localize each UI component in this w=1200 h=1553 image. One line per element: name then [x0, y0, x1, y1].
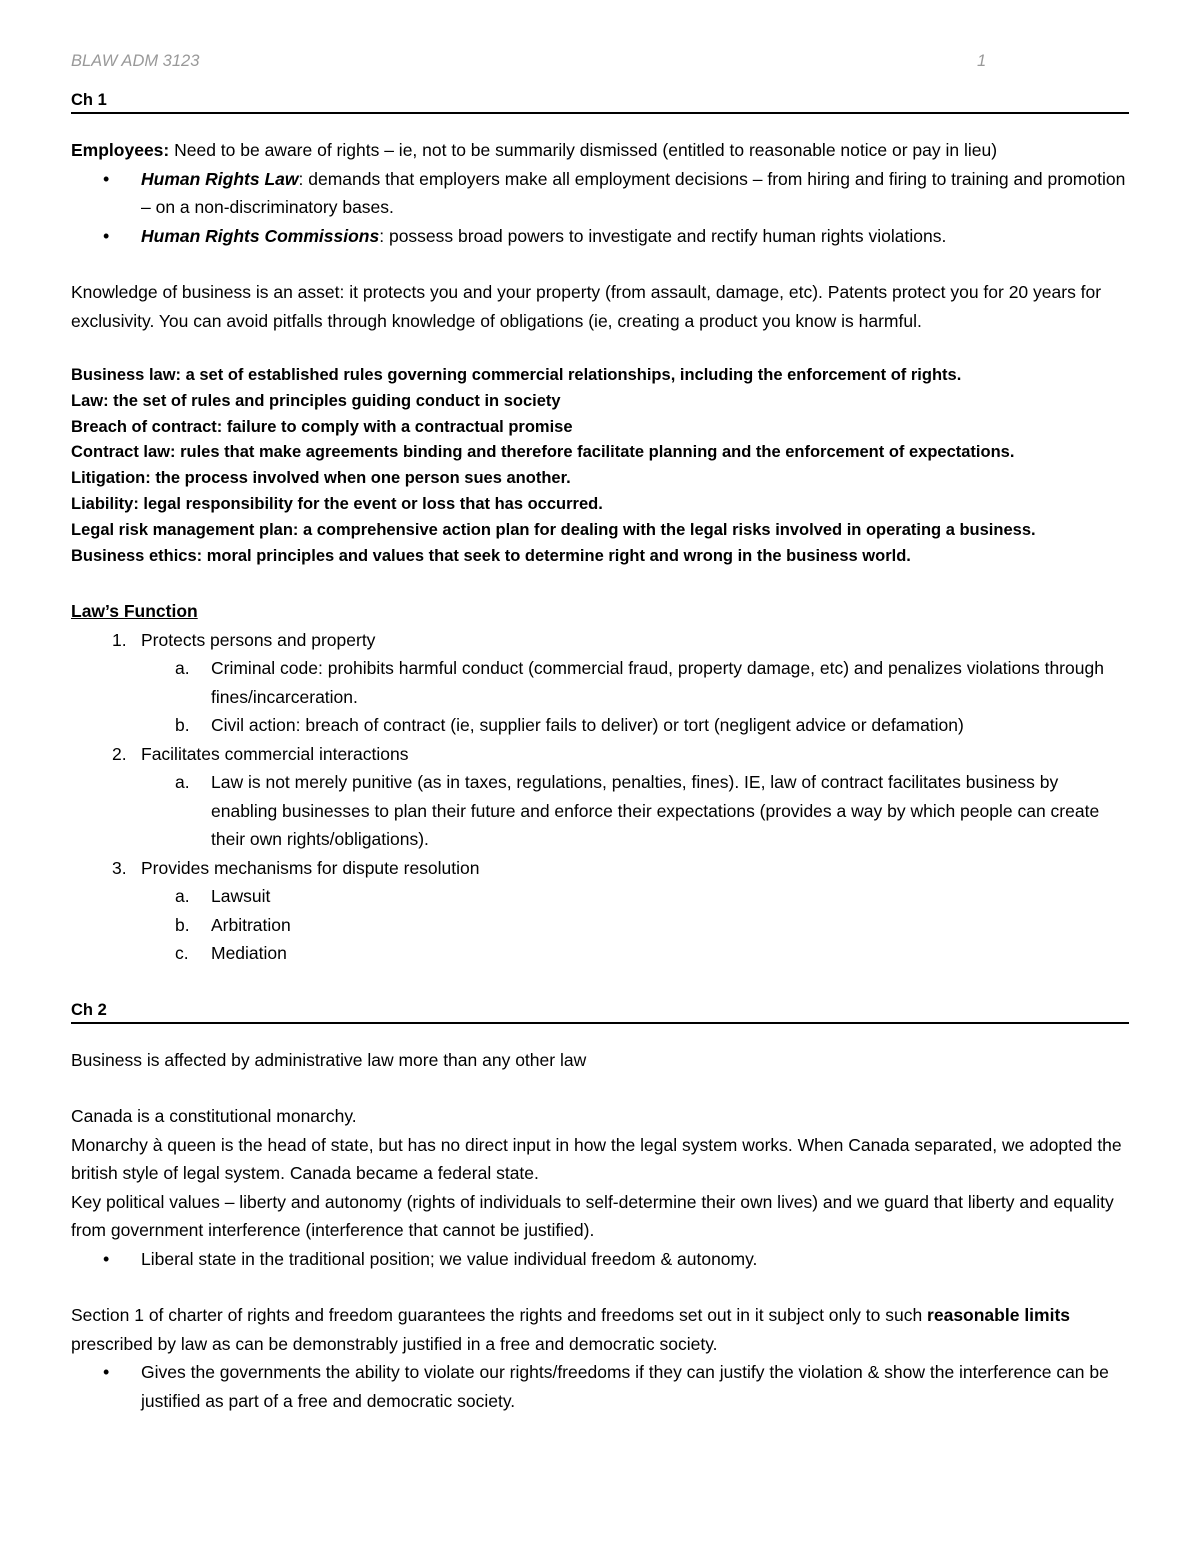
list-item-text: Protects persons and property	[141, 629, 376, 650]
list-marker: c.	[175, 943, 189, 964]
heading-rule	[71, 112, 1129, 114]
ch2-paragraph: Key political values – liberty and autonomy (rights of individuals to self-determine their own lives) and we guard that liberty and equality from government interference (interference that cannot be justified).	[71, 1191, 1114, 1241]
definition: Legal risk management plan: a comprehensive action plan for dealing with the legal risks involved in operating a business.	[71, 520, 1036, 539]
sub-item-text: Criminal code: prohibits harmful conduct (commercial fraud, property damage, etc) and penalizes violations through fines/incarceration.	[211, 658, 1104, 707]
bullet-text: : demands that employers make all employment decisions – from hiring and firing to training and promotion – on a non-discriminatory bases.	[141, 168, 1126, 217]
list-marker: b.	[175, 715, 190, 736]
list-item	[112, 626, 1129, 740]
sub-item-text: Lawsuit	[211, 886, 271, 907]
list-item: • Gives the governments the ability to violate our rights/freedoms if they can justify the violation & show the interference can be justified as part of a free and democratic society.	[141, 1358, 1129, 1415]
sub-item-text: Civil action: breach of contract (ie, supplier fails to deliver) or tort (negligent advice or defamation)	[211, 715, 964, 736]
list-marker: a.	[175, 772, 190, 793]
sub-list-item	[175, 654, 1129, 711]
ch2-bullet-list	[71, 1358, 1129, 1415]
ch2-bullet-list	[71, 1245, 1129, 1274]
list-item	[112, 854, 1129, 968]
sub-list	[141, 768, 1129, 854]
list-marker: 1.	[112, 629, 127, 650]
list-marker: a.	[175, 658, 190, 679]
definition: Business law: a set of established rules governing commercial relationships, including the enforcement of rights.	[71, 366, 962, 384]
list-item	[141, 165, 1129, 222]
bullet-label: Human Rights Commissions	[141, 225, 380, 246]
list-marker: b.	[175, 914, 190, 935]
sub-list-item	[175, 939, 1129, 968]
sub-item-text: Mediation	[211, 943, 287, 964]
bullet-text: : possess broad powers to investigate and rectify human rights violations.	[379, 225, 947, 246]
definition: Contract law: rules that make agreements binding and therefore facilitate planning and the enforcement of expectations.	[71, 443, 1015, 462]
page-header	[71, 48, 1129, 74]
sub-list-item	[175, 911, 1129, 940]
sub-list-item	[175, 768, 1129, 854]
list-marker: a.	[175, 886, 190, 907]
definition: Law: the set of rules and principles guiding conduct in society	[71, 391, 561, 410]
chapter-2-heading: Ch 2	[71, 1000, 107, 1019]
sub-list	[141, 882, 1129, 968]
knowledge-paragraph: Knowledge of business is an asset: it protects you and your property (from assault, damage, etc). Patents protect you for 20 years for exclusivity. You can avoid pitfalls through knowledge of obligations (ie, creating a product you know is harmful.	[71, 282, 1102, 331]
sub-list	[141, 654, 1129, 740]
bullet-label: Human Rights Law	[141, 168, 299, 189]
employees-paragraph	[71, 136, 1129, 165]
employees-text: Need to be aware of rights – ie, not to be summarily dismissed (entitled to reasonable notice or pay in lieu)	[169, 140, 998, 160]
sub-list-item	[175, 882, 1129, 911]
laws-function-list	[71, 626, 1129, 968]
sub-list-item	[175, 711, 1129, 740]
definition: Liability: legal responsibility for the event or loss that has occurred.	[71, 494, 603, 513]
reasonable-limits-term: reasonable limits	[927, 1305, 1071, 1326]
ch2-paragraph: Monarchy à queen is the head of state, but has no direct input in how the legal system works. When Canada separated, we adopted the british style of legal system. Canada became a federal state.	[71, 1134, 1122, 1184]
list-item: • Liberal state in the traditional position; we value individual freedom & autonomy.	[141, 1245, 1129, 1274]
list-marker: 2.	[112, 743, 127, 764]
definition: Breach of contract: failure to comply with a contractual promise	[71, 417, 573, 436]
employees-label: Employees:	[71, 140, 170, 160]
sub-item-text: Arbitration	[211, 914, 291, 935]
definitions-block	[71, 363, 1129, 569]
human-rights-list	[71, 165, 1129, 251]
ch2-paragraph: Business is affected by administrative law more than any other law	[71, 1049, 587, 1070]
definition: Litigation: the process involved when one person sues another.	[71, 469, 571, 488]
list-item-text: Provides mechanisms for dispute resolution	[141, 857, 480, 878]
section-1-paragraph	[71, 1301, 1129, 1358]
definition: Business ethics: moral principles and values that seek to determine right and wrong in the business world.	[71, 546, 911, 565]
section-1-text: Section 1 of charter of rights and freedom guarantees the rights and freedoms set out in it subject only to such	[71, 1305, 928, 1326]
section-1-text: prescribed by law as can be demonstrably justified in a free and democratic society.	[71, 1333, 718, 1354]
ch2-paragraph: Canada is a constitutional monarchy.	[71, 1106, 357, 1127]
header-title: BLAW ADM 3123	[71, 52, 200, 70]
sub-item-text: Law is not merely punitive (as in taxes, regulations, penalties, fines). IE, law of contract facilitates business by enabling businesses to plan their future and enforce their expectations (provides a way by which people can create their own rights/obligations).	[211, 772, 1100, 850]
laws-function-title: Law’s Function	[71, 601, 198, 622]
heading-rule	[71, 1022, 1129, 1024]
list-item	[141, 222, 1129, 251]
list-marker: 3.	[112, 857, 127, 878]
page-number: 1	[977, 52, 987, 70]
list-item	[112, 740, 1129, 854]
list-item-text: Facilitates commercial interactions	[141, 743, 409, 764]
chapter-1-heading: Ch 1	[71, 91, 107, 109]
